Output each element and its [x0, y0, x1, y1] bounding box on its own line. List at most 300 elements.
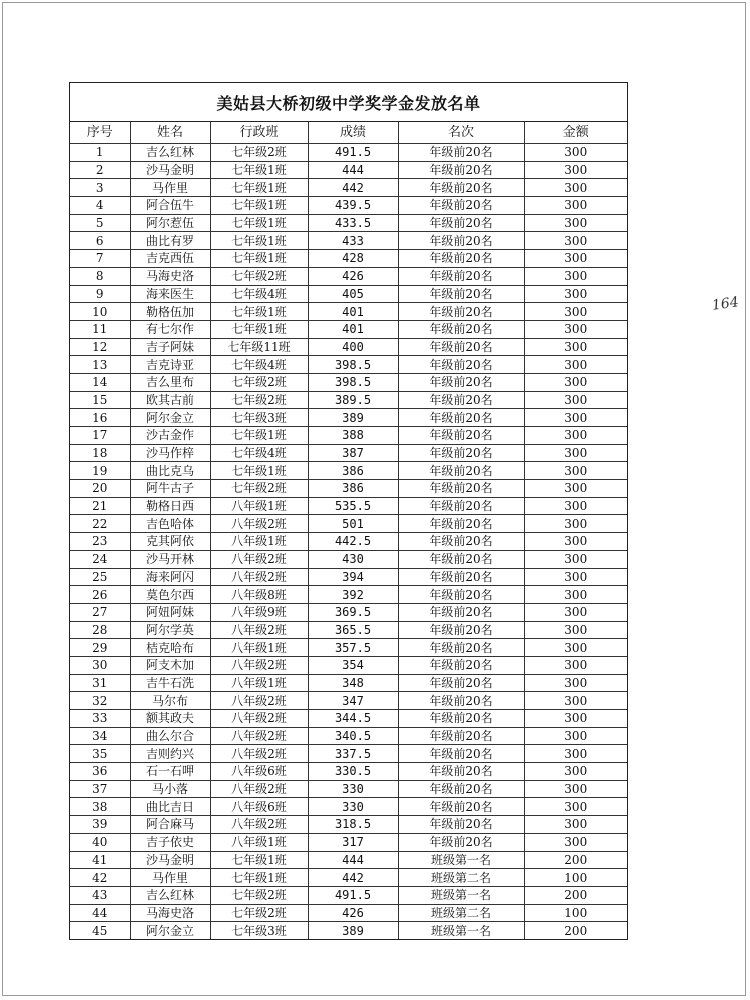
- cell-class: 八年级1班: [210, 639, 308, 657]
- cell-index: 12: [70, 338, 130, 356]
- cell-score: 337.5: [308, 745, 398, 763]
- table-row: [70, 780, 627, 798]
- cell-name: 吉克西伍: [130, 250, 210, 268]
- cell-index: 22: [70, 515, 130, 533]
- cell-name: 吉牛石洗: [130, 674, 210, 692]
- cell-name: 吉则约兴: [130, 745, 210, 763]
- cell-score: 444: [308, 851, 398, 869]
- cell-class: 七年级2班: [210, 904, 308, 922]
- cell-score: 318.5: [308, 816, 398, 834]
- cell-score: 398.5: [308, 356, 398, 374]
- cell-index: 35: [70, 745, 130, 763]
- cell-amount: 200: [524, 851, 627, 869]
- cell-score: 442.5: [308, 533, 398, 551]
- cell-rank: 年级前20名: [398, 391, 524, 409]
- cell-name: 马海史洛: [130, 904, 210, 922]
- cell-class: 七年级1班: [210, 303, 308, 321]
- cell-amount: 300: [524, 656, 627, 674]
- cell-class: 八年级6班: [210, 798, 308, 816]
- cell-name: 阿尔金立: [130, 409, 210, 427]
- cell-class: 八年级2班: [210, 692, 308, 710]
- cell-class: 八年级2班: [210, 550, 308, 568]
- cell-amount: 300: [524, 267, 627, 285]
- cell-score: 398.5: [308, 373, 398, 391]
- cell-class: 八年级2班: [210, 745, 308, 763]
- cell-amount: 300: [524, 356, 627, 374]
- cell-rank: 班级第二名: [398, 904, 524, 922]
- handwritten-margin-note: 164: [711, 294, 740, 314]
- cell-name: 沙马作梓: [130, 444, 210, 462]
- table-row: [70, 497, 627, 515]
- cell-amount: 300: [524, 338, 627, 356]
- cell-class: 八年级2班: [210, 727, 308, 745]
- cell-rank: 年级前20名: [398, 214, 524, 232]
- cell-class: 八年级2班: [210, 568, 308, 586]
- cell-score: 330: [308, 798, 398, 816]
- cell-score: 428: [308, 250, 398, 268]
- cell-amount: 300: [524, 674, 627, 692]
- cell-index: 40: [70, 833, 130, 851]
- cell-index: 36: [70, 763, 130, 781]
- cell-rank: 年级前20名: [398, 603, 524, 621]
- cell-amount: 300: [524, 568, 627, 586]
- table-row: [70, 462, 627, 480]
- cell-rank: 年级前20名: [398, 656, 524, 674]
- cell-class: 八年级8班: [210, 586, 308, 604]
- table-row: [70, 303, 627, 321]
- cell-name: 欧其古前: [130, 391, 210, 409]
- cell-name: 曲比克乌: [130, 462, 210, 480]
- cell-amount: 300: [524, 586, 627, 604]
- cell-rank: 年级前20名: [398, 480, 524, 498]
- cell-name: 马海史洛: [130, 267, 210, 285]
- cell-index: 9: [70, 285, 130, 303]
- table-row: [70, 144, 627, 162]
- cell-amount: 300: [524, 427, 627, 445]
- table-row: [70, 391, 627, 409]
- cell-class: 七年级3班: [210, 922, 308, 939]
- cell-amount: 300: [524, 480, 627, 498]
- cell-name: 阿尔学英: [130, 621, 210, 639]
- document-title: 美姑县大桥初级中学奖学金发放名单: [70, 83, 627, 122]
- table-row: [70, 710, 627, 728]
- cell-score: 347: [308, 692, 398, 710]
- cell-score: 317: [308, 833, 398, 851]
- cell-class: 八年级1班: [210, 833, 308, 851]
- cell-index: 26: [70, 586, 130, 604]
- cell-amount: 300: [524, 639, 627, 657]
- cell-amount: 300: [524, 727, 627, 745]
- cell-name: 阿合伍牛: [130, 197, 210, 215]
- cell-score: 442: [308, 869, 398, 887]
- cell-index: 15: [70, 391, 130, 409]
- cell-rank: 班级第一名: [398, 851, 524, 869]
- cell-score: 400: [308, 338, 398, 356]
- cell-amount: 300: [524, 462, 627, 480]
- cell-class: 八年级2班: [210, 515, 308, 533]
- table-row: [70, 267, 627, 285]
- cell-rank: 年级前20名: [398, 710, 524, 728]
- cell-name: 阿合麻马: [130, 816, 210, 834]
- cell-amount: 300: [524, 161, 627, 179]
- cell-name: 海来医生: [130, 285, 210, 303]
- cell-amount: 300: [524, 745, 627, 763]
- table-header-row: [70, 122, 627, 144]
- table-body: [70, 144, 627, 939]
- cell-name: 马作里: [130, 179, 210, 197]
- table-row: [70, 603, 627, 621]
- cell-score: 394: [308, 568, 398, 586]
- cell-score: 401: [308, 320, 398, 338]
- cell-name: 吉子阿妹: [130, 338, 210, 356]
- cell-score: 369.5: [308, 603, 398, 621]
- table-row: [70, 338, 627, 356]
- cell-class: 八年级6班: [210, 763, 308, 781]
- header-name: 姓名: [130, 122, 210, 144]
- table-row: [70, 197, 627, 215]
- cell-score: 433: [308, 232, 398, 250]
- cell-index: 43: [70, 886, 130, 904]
- table-row: [70, 356, 627, 374]
- cell-class: 八年级2班: [210, 780, 308, 798]
- cell-score: 388: [308, 427, 398, 445]
- cell-index: 34: [70, 727, 130, 745]
- cell-rank: 年级前20名: [398, 833, 524, 851]
- table-row: [70, 427, 627, 445]
- cell-score: 491.5: [308, 886, 398, 904]
- cell-index: 28: [70, 621, 130, 639]
- table-row: [70, 409, 627, 427]
- cell-class: 七年级1班: [210, 851, 308, 869]
- cell-score: 439.5: [308, 197, 398, 215]
- table-row: [70, 692, 627, 710]
- cell-amount: 300: [524, 303, 627, 321]
- table-row: [70, 833, 627, 851]
- table-row: [70, 179, 627, 197]
- cell-class: 八年级1班: [210, 497, 308, 515]
- cell-index: 2: [70, 161, 130, 179]
- cell-amount: 300: [524, 444, 627, 462]
- cell-amount: 300: [524, 320, 627, 338]
- cell-class: 八年级2班: [210, 816, 308, 834]
- scholarship-table: [70, 122, 627, 939]
- cell-amount: 300: [524, 179, 627, 197]
- cell-name: 沙马开林: [130, 550, 210, 568]
- cell-name: 莫色尔西: [130, 586, 210, 604]
- cell-name: 曲么尔合: [130, 727, 210, 745]
- cell-rank: 年级前20名: [398, 515, 524, 533]
- cell-amount: 200: [524, 922, 627, 939]
- cell-score: 386: [308, 480, 398, 498]
- cell-class: 七年级1班: [210, 214, 308, 232]
- cell-rank: 年级前20名: [398, 674, 524, 692]
- cell-index: 41: [70, 851, 130, 869]
- cell-amount: 300: [524, 250, 627, 268]
- cell-class: 七年级1班: [210, 161, 308, 179]
- table-row: [70, 656, 627, 674]
- cell-class: 八年级9班: [210, 603, 308, 621]
- table-row: [70, 161, 627, 179]
- table-row: [70, 727, 627, 745]
- cell-name: 沙古金作: [130, 427, 210, 445]
- cell-class: 七年级2班: [210, 373, 308, 391]
- cell-rank: 年级前20名: [398, 338, 524, 356]
- cell-name: 勒格伍加: [130, 303, 210, 321]
- table-row: [70, 621, 627, 639]
- cell-class: 七年级4班: [210, 356, 308, 374]
- cell-class: 八年级2班: [210, 656, 308, 674]
- cell-class: 七年级2班: [210, 886, 308, 904]
- cell-rank: 年级前20名: [398, 621, 524, 639]
- cell-class: 八年级1班: [210, 533, 308, 551]
- cell-amount: 300: [524, 533, 627, 551]
- cell-rank: 年级前20名: [398, 197, 524, 215]
- cell-index: 25: [70, 568, 130, 586]
- cell-score: 426: [308, 267, 398, 285]
- cell-class: 八年级2班: [210, 621, 308, 639]
- cell-amount: 300: [524, 373, 627, 391]
- cell-class: 七年级2班: [210, 480, 308, 498]
- table-row: [70, 550, 627, 568]
- cell-score: 389: [308, 409, 398, 427]
- cell-name: 阿尔惹伍: [130, 214, 210, 232]
- table-row: [70, 214, 627, 232]
- cell-score: 354: [308, 656, 398, 674]
- cell-score: 386: [308, 462, 398, 480]
- cell-rank: 年级前20名: [398, 409, 524, 427]
- header-amount: 金额: [524, 122, 627, 144]
- table-row: [70, 444, 627, 462]
- cell-amount: 300: [524, 232, 627, 250]
- cell-index: 10: [70, 303, 130, 321]
- cell-name: 阿支木加: [130, 656, 210, 674]
- cell-amount: 300: [524, 798, 627, 816]
- cell-rank: 年级前20名: [398, 373, 524, 391]
- cell-class: 七年级2班: [210, 144, 308, 162]
- cell-score: 340.5: [308, 727, 398, 745]
- cell-index: 39: [70, 816, 130, 834]
- cell-index: 8: [70, 267, 130, 285]
- table-row: [70, 904, 627, 922]
- cell-rank: 年级前20名: [398, 780, 524, 798]
- cell-score: 387: [308, 444, 398, 462]
- cell-rank: 年级前20名: [398, 356, 524, 374]
- cell-amount: 300: [524, 550, 627, 568]
- cell-name: 曲比有罗: [130, 232, 210, 250]
- cell-index: 38: [70, 798, 130, 816]
- cell-class: 七年级1班: [210, 462, 308, 480]
- cell-name: 额其政夫: [130, 710, 210, 728]
- cell-rank: 年级前20名: [398, 533, 524, 551]
- cell-class: 七年级1班: [210, 427, 308, 445]
- cell-class: 八年级2班: [210, 710, 308, 728]
- cell-index: 29: [70, 639, 130, 657]
- cell-rank: 年级前20名: [398, 320, 524, 338]
- cell-index: 14: [70, 373, 130, 391]
- cell-index: 3: [70, 179, 130, 197]
- table-row: [70, 568, 627, 586]
- cell-rank: 年级前20名: [398, 745, 524, 763]
- cell-rank: 年级前20名: [398, 250, 524, 268]
- cell-class: 七年级2班: [210, 267, 308, 285]
- cell-index: 37: [70, 780, 130, 798]
- cell-rank: 年级前20名: [398, 161, 524, 179]
- cell-class: 七年级3班: [210, 409, 308, 427]
- cell-rank: 年级前20名: [398, 568, 524, 586]
- cell-index: 7: [70, 250, 130, 268]
- cell-index: 31: [70, 674, 130, 692]
- cell-class: 七年级1班: [210, 197, 308, 215]
- cell-amount: 300: [524, 197, 627, 215]
- header-index: 序号: [70, 122, 130, 144]
- cell-score: 433.5: [308, 214, 398, 232]
- cell-index: 6: [70, 232, 130, 250]
- cell-index: 27: [70, 603, 130, 621]
- cell-score: 389: [308, 922, 398, 939]
- cell-class: 七年级1班: [210, 320, 308, 338]
- table-row: [70, 798, 627, 816]
- cell-amount: 300: [524, 214, 627, 232]
- cell-score: 392: [308, 586, 398, 604]
- cell-amount: 300: [524, 144, 627, 162]
- cell-index: 11: [70, 320, 130, 338]
- cell-index: 20: [70, 480, 130, 498]
- cell-rank: 年级前20名: [398, 763, 524, 781]
- cell-amount: 300: [524, 763, 627, 781]
- cell-score: 491.5: [308, 144, 398, 162]
- cell-name: 马小落: [130, 780, 210, 798]
- cell-rank: 年级前20名: [398, 444, 524, 462]
- header-score: 成绩: [308, 122, 398, 144]
- cell-score: 357.5: [308, 639, 398, 657]
- cell-name: 沙马金明: [130, 851, 210, 869]
- cell-name: 吉子依史: [130, 833, 210, 851]
- cell-name: 吉么里布: [130, 373, 210, 391]
- cell-amount: 300: [524, 497, 627, 515]
- cell-rank: 年级前20名: [398, 727, 524, 745]
- cell-score: 442: [308, 179, 398, 197]
- scholarship-sheet: [69, 82, 628, 940]
- cell-amount: 300: [524, 621, 627, 639]
- cell-rank: 年级前20名: [398, 267, 524, 285]
- cell-rank: 年级前20名: [398, 303, 524, 321]
- cell-rank: 年级前20名: [398, 798, 524, 816]
- cell-index: 42: [70, 869, 130, 887]
- cell-class: 七年级4班: [210, 285, 308, 303]
- table-row: [70, 515, 627, 533]
- cell-name: 吉克诗亚: [130, 356, 210, 374]
- cell-index: 17: [70, 427, 130, 445]
- table-row: [70, 922, 627, 939]
- cell-score: 330.5: [308, 763, 398, 781]
- cell-rank: 班级第一名: [398, 886, 524, 904]
- cell-index: 30: [70, 656, 130, 674]
- cell-amount: 300: [524, 515, 627, 533]
- cell-name: 石一石呷: [130, 763, 210, 781]
- cell-index: 1: [70, 144, 130, 162]
- table-row: [70, 745, 627, 763]
- cell-rank: 年级前20名: [398, 816, 524, 834]
- cell-rank: 班级第二名: [398, 869, 524, 887]
- cell-amount: 300: [524, 833, 627, 851]
- cell-amount: 300: [524, 603, 627, 621]
- cell-index: 18: [70, 444, 130, 462]
- cell-amount: 200: [524, 886, 627, 904]
- cell-class: 七年级1班: [210, 869, 308, 887]
- cell-score: 348: [308, 674, 398, 692]
- cell-name: 海来阿闪: [130, 568, 210, 586]
- table-row: [70, 373, 627, 391]
- cell-score: 535.5: [308, 497, 398, 515]
- cell-amount: 100: [524, 904, 627, 922]
- cell-index: 23: [70, 533, 130, 551]
- cell-score: 330: [308, 780, 398, 798]
- cell-name: 马尔布: [130, 692, 210, 710]
- cell-name: 克其阿依: [130, 533, 210, 551]
- table-row: [70, 250, 627, 268]
- cell-name: 吉色哈体: [130, 515, 210, 533]
- cell-rank: 年级前20名: [398, 144, 524, 162]
- cell-index: 4: [70, 197, 130, 215]
- cell-index: 13: [70, 356, 130, 374]
- table-row: [70, 533, 627, 551]
- cell-index: 19: [70, 462, 130, 480]
- header-rank: 名次: [398, 122, 524, 144]
- cell-class: 八年级1班: [210, 674, 308, 692]
- cell-score: 426: [308, 904, 398, 922]
- cell-index: 44: [70, 904, 130, 922]
- cell-score: 365.5: [308, 621, 398, 639]
- cell-name: 有七尔作: [130, 320, 210, 338]
- table-row: [70, 674, 627, 692]
- table-row: [70, 869, 627, 887]
- cell-index: 21: [70, 497, 130, 515]
- cell-score: 501: [308, 515, 398, 533]
- header-class: 行政班: [210, 122, 308, 144]
- cell-class: 七年级1班: [210, 250, 308, 268]
- table-row: [70, 232, 627, 250]
- cell-rank: 年级前20名: [398, 639, 524, 657]
- cell-name: 马作里: [130, 869, 210, 887]
- cell-name: 阿妞阿妹: [130, 603, 210, 621]
- cell-amount: 300: [524, 692, 627, 710]
- cell-amount: 300: [524, 285, 627, 303]
- table-row: [70, 851, 627, 869]
- cell-class: 七年级2班: [210, 391, 308, 409]
- cell-class: 七年级4班: [210, 444, 308, 462]
- cell-name: 桔克哈布: [130, 639, 210, 657]
- cell-amount: 300: [524, 780, 627, 798]
- table-row: [70, 480, 627, 498]
- cell-index: 24: [70, 550, 130, 568]
- cell-index: 5: [70, 214, 130, 232]
- table-row: [70, 886, 627, 904]
- table-row: [70, 816, 627, 834]
- table-row: [70, 586, 627, 604]
- cell-amount: 300: [524, 710, 627, 728]
- cell-rank: 班级第一名: [398, 922, 524, 939]
- table-row: [70, 320, 627, 338]
- cell-rank: 年级前20名: [398, 550, 524, 568]
- cell-score: 401: [308, 303, 398, 321]
- cell-rank: 年级前20名: [398, 692, 524, 710]
- table-row: [70, 639, 627, 657]
- cell-name: 勒格日西: [130, 497, 210, 515]
- cell-rank: 年级前20名: [398, 427, 524, 445]
- cell-name: 曲比吉日: [130, 798, 210, 816]
- cell-name: 吉么红林: [130, 144, 210, 162]
- cell-amount: 300: [524, 409, 627, 427]
